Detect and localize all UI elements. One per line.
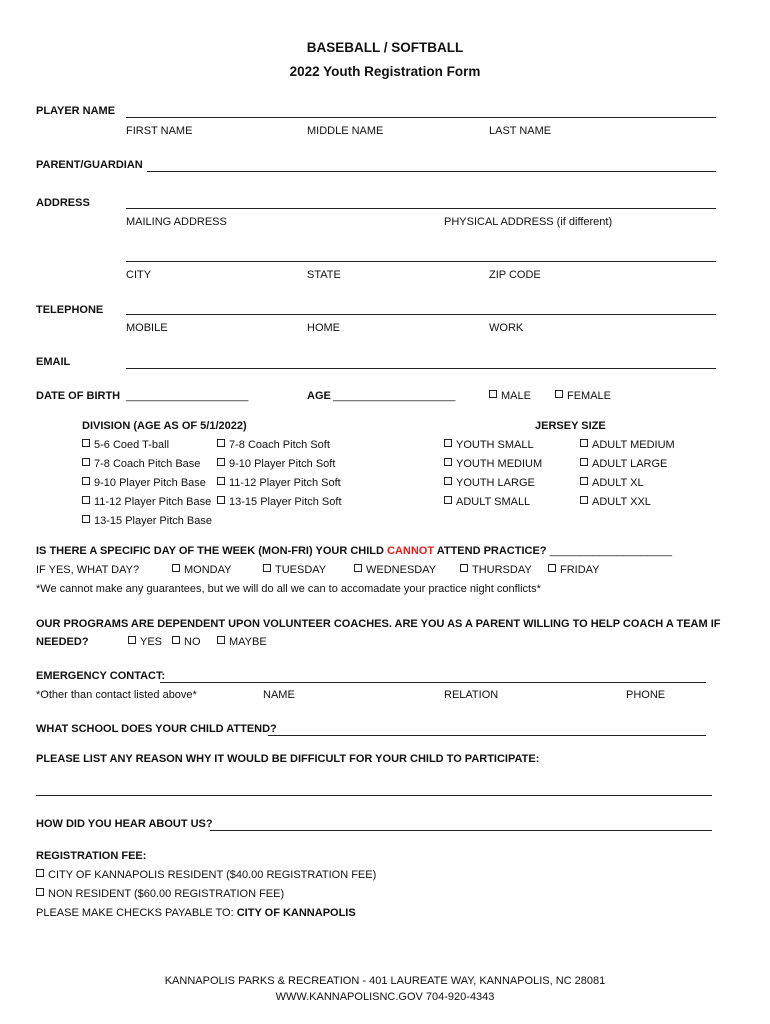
checkbox-icon — [548, 564, 556, 572]
jersey-option[interactable] — [444, 439, 534, 451]
jersey-option[interactable] — [580, 496, 651, 508]
female-label: FEMALE — [567, 390, 612, 402]
division-option[interactable] — [217, 496, 342, 508]
practice-question-text: ATTEND PRACTICE? — [436, 545, 547, 557]
division-option-label: 11-12 Player Pitch Soft — [229, 477, 341, 489]
checkbox-icon — [444, 458, 452, 466]
division-option-label: 9-10 Player Pitch Base — [94, 477, 206, 489]
checkbox-icon — [444, 477, 452, 485]
mailing-address-caption: MAILING ADDRESS — [126, 216, 227, 228]
jersey-option[interactable] — [444, 496, 530, 508]
address-label: ADDRESS — [36, 197, 90, 209]
school-label: WHAT SCHOOL DOES YOUR CHILD ATTEND? — [36, 723, 277, 735]
jersey-option[interactable] — [580, 458, 667, 470]
division-option[interactable] — [217, 477, 341, 489]
checkbox-icon — [82, 439, 90, 447]
emergency-contact-label: EMERGENCY CONTACT: — [36, 670, 166, 682]
jersey-title: JERSEY SIZE — [535, 420, 606, 432]
dob-label: DATE OF BIRTH — [36, 390, 121, 402]
name-caption: NAME — [263, 689, 295, 701]
city-state-zip-field[interactable] — [126, 261, 716, 262]
first-name-caption: FIRST NAME — [126, 125, 193, 137]
state-caption: STATE — [307, 269, 341, 281]
practice-answer-field[interactable]: ____________________ — [549, 545, 672, 557]
payable-text: PLEASE MAKE CHECKS PAYABLE TO: — [36, 907, 234, 919]
division-option-label: 13-15 Player Pitch Soft — [229, 496, 342, 508]
parent-guardian-field[interactable] — [147, 171, 716, 172]
telephone-label: TELEPHONE — [36, 304, 104, 316]
day-option[interactable] — [548, 564, 600, 576]
division-option-label: 7-8 Coach Pitch Soft — [229, 439, 330, 451]
player-name-field[interactable] — [126, 117, 716, 118]
form-title: BASEBALL / SOFTBALL — [306, 40, 464, 55]
checkbox-icon — [444, 496, 452, 504]
day-option-label: WEDNESDAY — [366, 564, 437, 576]
checkbox-icon — [217, 477, 225, 485]
division-option-label: 11-12 Player Pitch Base — [94, 496, 212, 508]
emergency-note: *Other than contact listed above* — [36, 689, 197, 701]
hear-about-label: HOW DID YOU HEAR ABOUT US? — [36, 818, 213, 830]
difficulty-label: PLEASE LIST ANY REASON WHY IT WOULD BE DIFFICULT FOR YOUR CHILD TO PARTICIPATE: — [36, 753, 540, 765]
male-checkbox[interactable] — [489, 390, 531, 402]
jersey-option[interactable] — [580, 439, 675, 451]
address-field[interactable] — [126, 208, 716, 209]
email-label: EMAIL — [36, 356, 71, 368]
email-field[interactable] — [126, 368, 716, 369]
difficulty-field[interactable] — [36, 795, 712, 796]
jersey-option-label: YOUTH MEDIUM — [456, 458, 543, 470]
relation-caption: RELATION — [444, 689, 499, 701]
nonresident-fee-label: NON RESIDENT ($60.00 REGISTRATION FEE) — [48, 888, 285, 900]
volunteer-maybe[interactable] — [217, 636, 267, 648]
checkbox-icon — [263, 564, 271, 572]
mobile-caption: MOBILE — [126, 322, 168, 334]
checkbox-icon — [217, 439, 225, 447]
female-checkbox[interactable] — [555, 390, 611, 402]
checkbox-icon — [460, 564, 468, 572]
checkbox-icon — [489, 390, 497, 398]
division-option[interactable] — [217, 439, 330, 451]
division-option-label: 9-10 Player Pitch Soft — [229, 458, 336, 470]
day-option[interactable] — [263, 564, 326, 576]
division-option-label: 13-15 Player Pitch Base — [94, 515, 213, 527]
checkbox-icon — [82, 496, 90, 504]
last-name-caption: LAST NAME — [489, 125, 552, 137]
checkbox-icon — [217, 458, 225, 466]
male-label: MALE — [501, 390, 531, 402]
checkbox-icon — [580, 477, 588, 485]
division-option[interactable] — [82, 496, 211, 508]
jersey-option[interactable] — [444, 477, 535, 489]
checkbox-icon — [580, 496, 588, 504]
volunteer-no[interactable] — [172, 636, 201, 648]
jersey-option[interactable] — [444, 458, 542, 470]
checkbox-icon — [444, 439, 452, 447]
dob-field[interactable]: ____________________ — [126, 390, 249, 402]
checkbox-icon — [217, 496, 225, 504]
jersey-option-label: ADULT XXL — [592, 496, 651, 508]
if-yes-label: IF YES, WHAT DAY? — [36, 564, 140, 576]
age-label: AGE — [307, 390, 331, 402]
school-field[interactable] — [268, 735, 706, 736]
checkbox-icon — [580, 458, 588, 466]
work-caption: WORK — [489, 322, 524, 334]
checkbox-icon — [172, 636, 180, 644]
resident-fee-label: CITY OF KANNAPOLIS RESIDENT ($40.00 REGISTRATION FEE) — [48, 869, 377, 881]
division-option[interactable] — [82, 477, 206, 489]
parent-guardian-label: PARENT/GUARDIAN — [36, 159, 143, 171]
middle-name-caption: MIDDLE NAME — [307, 125, 384, 137]
practice-note: *We cannot make any guarantees, but we will do all we can to accomadate your practice night conflicts* — [36, 583, 541, 595]
division-option-label: 7-8 Coach Pitch Base — [94, 458, 201, 470]
practice-question — [36, 545, 672, 557]
jersey-option-label: ADULT XL — [592, 477, 644, 489]
payee-name: CITY OF KANNAPOLIS — [236, 907, 356, 919]
volunteer-yes-label: YES — [140, 636, 163, 648]
footer-contact: WWW.KANNAPOLISNC.GOV 704-920-4343 — [275, 991, 495, 1003]
checkbox-icon — [128, 636, 136, 644]
age-field[interactable]: ____________________ — [333, 390, 456, 402]
checkbox-icon — [82, 515, 90, 523]
day-option-label: TUESDAY — [275, 564, 327, 576]
payable-line — [36, 907, 356, 919]
emergency-contact-field[interactable] — [160, 682, 706, 683]
day-option-label: FRIDAY — [560, 564, 600, 576]
division-option-label: 5-6 Coed T-ball — [94, 439, 170, 451]
checkbox-icon — [354, 564, 362, 572]
city-caption: CITY — [126, 269, 152, 281]
division-option[interactable] — [82, 439, 169, 451]
registration-fee-title: REGISTRATION FEE: — [36, 850, 147, 862]
checkbox-icon — [580, 439, 588, 447]
hear-about-field[interactable] — [210, 830, 712, 831]
day-option-label: MONDAY — [184, 564, 232, 576]
volunteer-yes[interactable] — [128, 636, 162, 648]
jersey-option[interactable] — [580, 477, 644, 489]
day-option[interactable] — [172, 564, 231, 576]
jersey-option-label: ADULT SMALL — [456, 496, 531, 508]
telephone-field[interactable] — [126, 314, 716, 315]
checkbox-icon — [36, 888, 44, 896]
checkbox-icon — [82, 477, 90, 485]
volunteer-no-label: NO — [184, 636, 201, 648]
day-option[interactable] — [460, 564, 532, 576]
volunteer-question: OUR PROGRAMS ARE DEPENDENT UPON VOLUNTEER COACHES. ARE YOU AS A PARENT WILLING TO HELP COACH A TEAM IF — [36, 618, 721, 630]
division-option[interactable] — [82, 458, 200, 470]
practice-question-emphasis: CANNOT — [387, 545, 435, 557]
zip-caption: ZIP CODE — [489, 269, 541, 281]
jersey-option-label: YOUTH SMALL — [456, 439, 534, 451]
checkbox-icon — [172, 564, 180, 572]
jersey-option-label: ADULT MEDIUM — [592, 439, 675, 451]
division-option[interactable] — [217, 458, 335, 470]
volunteer-maybe-label: MAYBE — [229, 636, 267, 648]
player-name-label: PLAYER NAME — [36, 105, 116, 117]
phone-caption: PHONE — [626, 689, 666, 701]
form-subtitle: 2022 Youth Registration Form — [289, 64, 481, 79]
checkbox-icon — [36, 869, 44, 877]
checkbox-icon — [555, 390, 563, 398]
jersey-option-label: YOUTH LARGE — [456, 477, 535, 489]
resident-fee-option[interactable] — [36, 869, 376, 881]
physical-address-caption: PHYSICAL ADDRESS (if different) — [444, 216, 613, 228]
home-caption: HOME — [307, 322, 340, 334]
day-option-label: THURSDAY — [472, 564, 532, 576]
nonresident-fee-option[interactable] — [36, 888, 284, 900]
jersey-option-label: ADULT LARGE — [592, 458, 668, 470]
division-title: DIVISION (AGE AS OF 5/1/2022) — [82, 420, 247, 432]
checkbox-icon — [217, 636, 225, 644]
division-option[interactable] — [82, 515, 212, 527]
footer-address: KANNAPOLIS PARKS & RECREATION - 401 LAUREATE WAY, KANNAPOLIS, NC 28081 — [164, 975, 606, 987]
checkbox-icon — [82, 458, 90, 466]
volunteer-question-end: NEEDED? — [36, 636, 89, 648]
day-option[interactable] — [354, 564, 436, 576]
practice-question-text: IS THERE A SPECIFIC DAY OF THE WEEK (MON-FRI) YOUR CHILD — [36, 545, 384, 557]
